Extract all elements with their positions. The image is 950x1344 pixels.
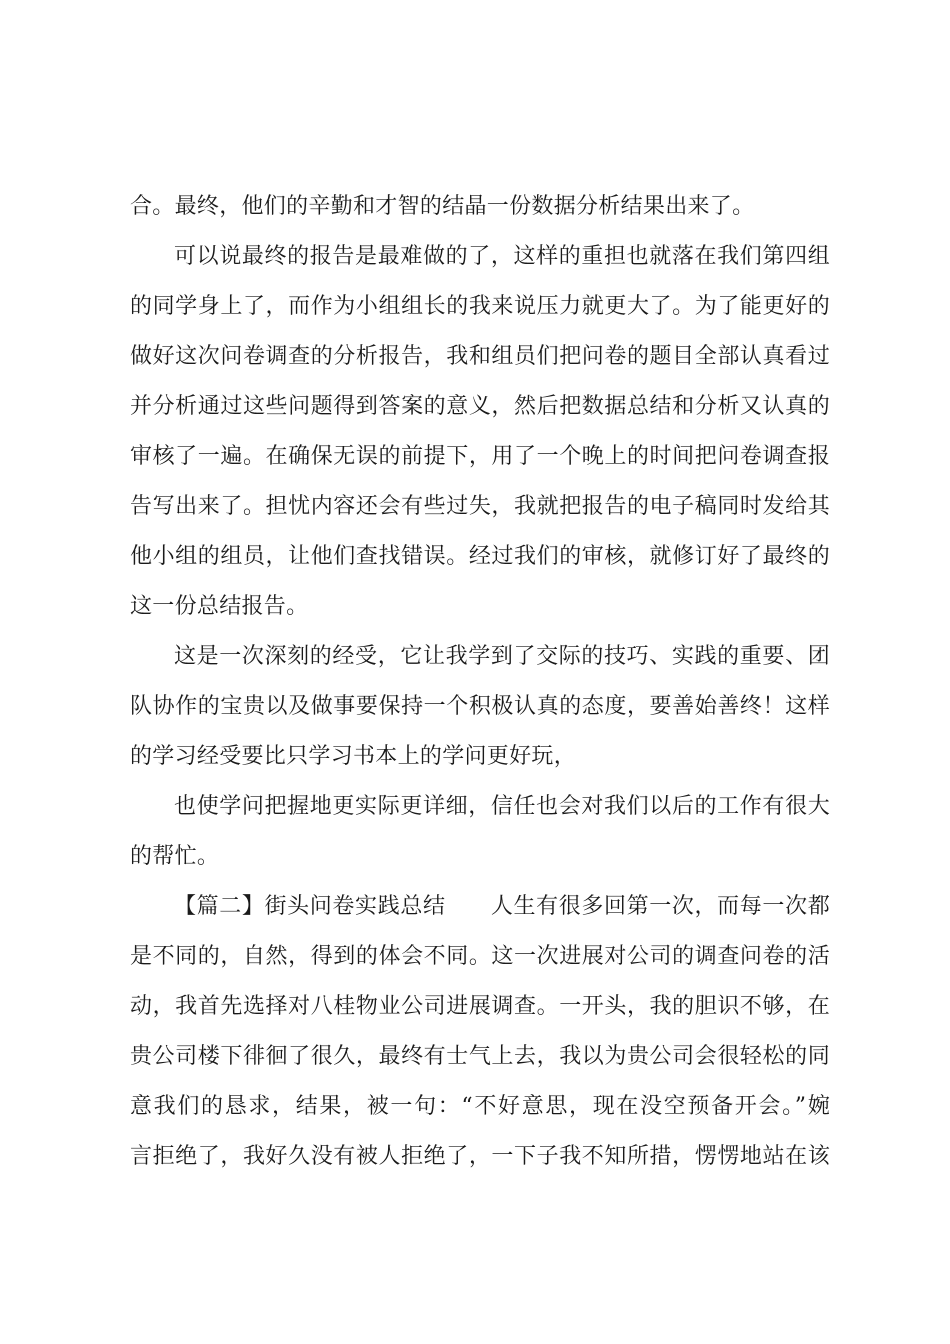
text-line: 的同学身上了，而作为小组组长的我来说压力就更大了。为了能更好的 xyxy=(130,294,830,319)
section-heading-line: 【篇二】街头问卷实践总结 人生有很多回第一次，而每一次都 xyxy=(174,894,830,919)
text-line: 做好这次问卷调查的分析报告，我和组员们把问卷的题目全部认真看过 xyxy=(130,344,830,369)
text-line: 审核了一遍。在确保无误的前提下，用了一个晚上的时间把问卷调查报 xyxy=(130,444,830,469)
text-line: 可以说最终的报告是最难做的了，这样的重担也就落在我们第四组 xyxy=(174,244,830,269)
text-line: 这一份总结报告。 xyxy=(130,594,309,619)
text-line: 的学习经受要比只学习书本上的学问更好玩， xyxy=(130,744,577,769)
text-line: 意我们的恳求，结果，被一句：“不好意思，现在没空预备开会。”婉 xyxy=(130,1094,830,1119)
text-line: 动，我首先选择对八桂物业公司进展调查。一开头，我的胆识不够，在 xyxy=(130,994,830,1019)
text-line: 并分析通过这些问题得到答案的意义，然后把数据总结和分析又认真的 xyxy=(130,394,830,419)
text-line: 告写出来了。担忧内容还会有些过失，我就把报告的电子稿同时发给其 xyxy=(130,494,830,519)
text-line: 言拒绝了，我好久没有被人拒绝了，一下子我不知所措，愣愣地站在该 xyxy=(130,1144,830,1169)
text-line: 合。最终，他们的辛勤和才智的结晶一份数据分析结果出来了。 xyxy=(130,194,755,219)
text-line: 是不同的，自然，得到的体会不同。这一次进展对公司的调查问卷的活 xyxy=(130,944,830,969)
text-line: 的帮忙。 xyxy=(130,844,220,869)
text-line: 也使学问把握地更实际更详细，信任也会对我们以后的工作有很大 xyxy=(174,794,830,819)
text-line: 队协作的宝贵以及做事要保持一个积极认真的态度，要善始善终！这样 xyxy=(130,694,830,719)
text-line: 他小组的组员，让他们查找错误。经过我们的审核，就修订好了最终的 xyxy=(130,544,830,569)
text-line: 贵公司楼下徘徊了很久，最终有士气上去，我以为贵公司会很轻松的同 xyxy=(130,1044,830,1069)
text-line: 这是一次深刻的经受，它让我学到了交际的技巧、实践的重要、团 xyxy=(174,644,830,669)
